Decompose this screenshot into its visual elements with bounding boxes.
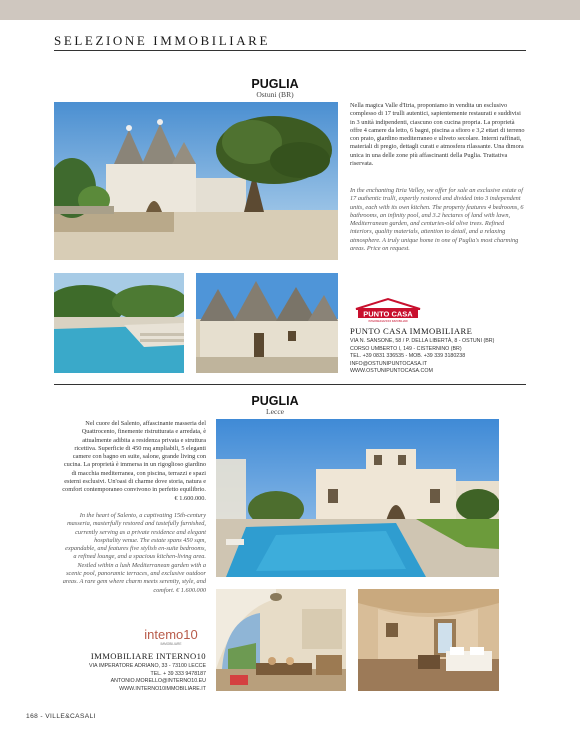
listing1-region: PUGLIA — [251, 77, 299, 91]
interno10-logo — [133, 626, 209, 646]
listing1-pool-photo — [54, 273, 184, 373]
section-title: SELEZIONE IMMOBILIARE — [54, 33, 270, 48]
contact-phone: TEL. +39 0831 336535 - MOB. +39 339 3180238 — [350, 353, 466, 360]
listing2-main-photo — [216, 419, 499, 577]
contact-email[interactable]: ANTONIO.MORELLO@INTERNO10.EU — [110, 678, 206, 685]
listing2-agency-name: IMMOBILIARE INTERNO10 — [90, 651, 206, 661]
listing2-agency-contacts — [70, 663, 206, 693]
header-rule — [54, 50, 526, 51]
punto-casa-logo — [352, 297, 424, 323]
listing1-city: Ostuni (BR) — [256, 90, 294, 99]
listing2-city: Lecce — [265, 407, 285, 416]
page-footer: 168 - VILLE&CASALI — [26, 713, 96, 720]
punto-casa-logo-text: PUNTO CASA — [363, 309, 413, 319]
interno10-logo-tagline: IMMOBILIARE — [160, 642, 182, 646]
listing2-description-it: Nel cuore del Salento, affascinante masseria del Quattrocento, finemente ristrutturata e arredata, è attualmente adibita a residenza privata e struttura ricettiva. Superficie di 450 mq ampliabili, 5 eleganti camere con bagno en suite, salone, grande living con cucina. La proprietà è immersa in un rigoglioso giardino di macchia mediterranea, con piscina, terrazzi e spazi esterni esclusivi. Un'oasi di charme dove storia, natura e comfort contemporaneo convivono in perfetto equilibrio. € 1.600.000. — [62, 420, 206, 502]
listing1-main-photo — [54, 102, 338, 260]
listing2-living-photo — [216, 589, 346, 691]
interno10-logo-text: intemo10 — [144, 627, 198, 642]
top-band — [0, 0, 580, 20]
listing2-region: PUGLIA — [251, 394, 299, 408]
listing2-description-en: In the heart of Salento, a captivating 15th-century masseria, masterfully restored and tastefully furnished, currently serving as a private residence and elegant hospitality venue. The estate spans 450 sqm, expandable, and features five stylish en-suite bedrooms, a refined lounge, and a spacious kitchen-living area. Nestled within a lush Mediterranean garden with a scenic pool, panoramic terraces, and exclusive outdoor areas. A rare gem where charm meets serenity, style, and comfort. € 1.600.000 — [62, 512, 206, 594]
listing1-agency-name: PUNTO CASA IMMOBILIARE — [350, 326, 473, 336]
contact-phone: TEL. + 39 333 9478187 — [150, 670, 206, 677]
contact-website[interactable]: WWW.INTERNO10IMMOBILIARE.IT — [119, 685, 206, 692]
contact-address: VIA IMPERATORE ADRIANO, 33 - 73100 LECCE — [89, 663, 206, 669]
listing1-trulli-photo — [196, 273, 338, 373]
listing2-bedroom-photo — [358, 589, 499, 691]
listing-divider — [54, 384, 526, 385]
contact-address-1: VIA N. SANSONE, 58 / P. DELLA LIBERTÀ, 8 - OSTUNI (BR) — [350, 338, 495, 344]
listing1-description-it: Nella magica Valle d'Itria, proponiamo in vendita un esclusivo complesso di 17 trulli autentici, sapientemente restaurati e suddivisi in 3 unità indipendenti, ciascuno con cucina propria. La proprietà offre 4 camere da letto, 6 bagni, piscina a sfioro e 3,2 ettari di terreno con prato, giardino mediterraneo e uliveto secolare. Interni raffinati, materiali di pregio, dettagli curati e atmosfera rilassante. Una dimora unica in una delle zone più affascinanti della Puglia. Trattativa riservata. — [350, 102, 525, 168]
punto-casa-logo-tagline: INTERMEDIAZIONI IMMOBILIARI — [368, 320, 408, 323]
contact-website[interactable]: WWW.OSTUNIPUNTOCASA.COM — [350, 368, 433, 375]
contact-email[interactable]: INFO@OSTUNIPUNTOCASA.IT — [350, 360, 428, 367]
listing1-description-en: In the enchanting Itria Valley, we offer for sale an exclusive estate of 17 authentic trulli, expertly restored and divided into 3 independent units, each with its own kitchen. The property features 4 bedrooms, 6 bathrooms, an infinity pool, and 3.2 hectares of land with lawn, Mediterranean garden, and centuries-old olive trees. Refined interiors, quality materials, attention to detail, and a relaxing atmosphere. A truly unique home in one of Puglia's most charming areas. Price on request. — [350, 187, 524, 253]
contact-address-2: CORSO UMBERTO I, 149 - CISTERNINO (BR) — [350, 345, 462, 352]
listing1-agency-contacts — [350, 338, 494, 376]
